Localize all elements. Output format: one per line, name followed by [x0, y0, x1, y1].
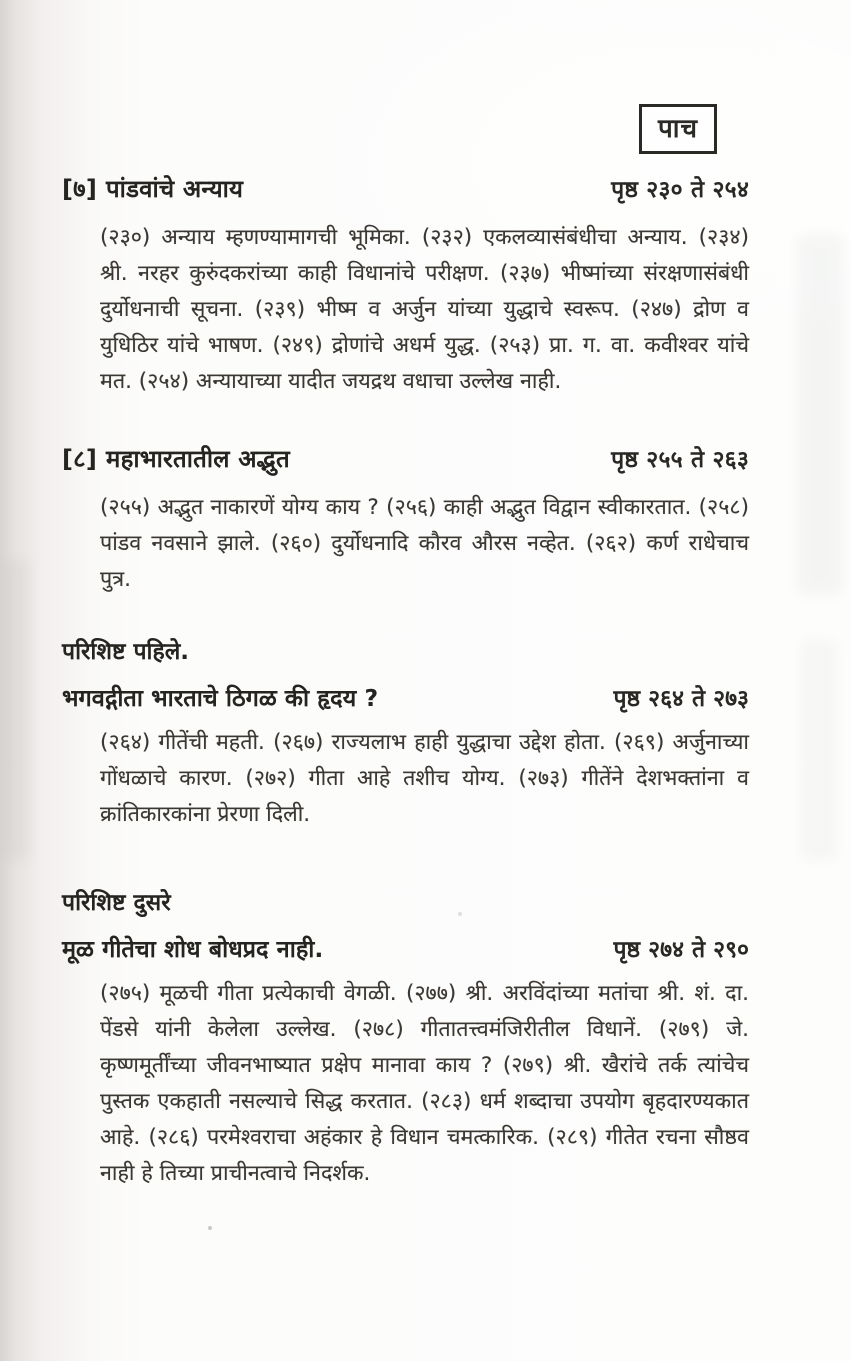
table-of-contents: [62, 0, 749, 1192]
appendix-label: परिशिष्ट दुसरे: [62, 890, 171, 916]
section-page-range: पृष्ठ २३० ते २५४: [611, 177, 749, 203]
scan-bleed-smudge: [4, 560, 30, 860]
section-summary: (२३०) अन्याय म्हणण्यामागची भूमिका. (२३२) एकलव्यासंबंधीचा अन्याय. (२३४) श्री. नरहर कुरुंदकरांच्या काही विधानांचे परीक्षण. (२३७) भीष्मांच्या संरक्षणासंबंधी दुर्योधनाची सूचना. (२३९) भीष्म व अर्जुन यांच्या युद्धाचे स्वरूप. (२४७) द्रोण व युधिठिर यांचे भाषण. (२४९) द्रोणांचे अधर्म युद्ध. (२५३) प्रा. ग. वा. कवीश्वर यांचे मत. (२५४) अन्यायाच्या यादीत जयद्रथ वधाचा उल्लेख नाही.: [100, 225, 749, 394]
section-title: पांडवांचे अन्याय: [106, 175, 244, 203]
section-page-range: पृष्ठ २७४ ते २९०: [613, 937, 749, 963]
toc-section-chapter-7: [62, 0, 749, 400]
scan-bleed-smudge: [797, 235, 843, 595]
toc-section-appendix-2: [62, 885, 749, 1192]
section-number: [८]: [62, 445, 98, 473]
section-summary: (२७५) मूळची गीता प्रत्येकाची वेगळी. (२७७) श्री. अरविंदांच्या मतांचा श्री. शं. दा. पेंडसे यांनी केलेला उल्लेख. (२७८) गीतातत्त्वमंजिरीतील विधानें. (२७९) जे. कृष्णमूर्तींच्या जीवनभाष्यात प्रक्षेप मानावा काय ? (२७९) श्री. खैरांचे तर्क त्यांचेच पुस्तक एकहाती नसल्याचे सिद्ध करतात. (२८३) धर्म शब्दाचा उपयोग बृहदारण्यकात आहे. (२८६) परमेश्वराचा अहंकार हे विधान चमत्कारिक. (२८९) गीतेत रचना सौष्ठव नाही हे तिच्या प्राचीनत्वाचे निदर्शक.: [100, 981, 749, 1186]
section-heading: [62, 932, 749, 964]
section-summary: (२६४) गीतेंची महती. (२६७) राज्यलाभ हाही युद्धाचा उद्देश होता. (२६९) अर्जुनाच्या गोंधळाचे कारण. (२७२) गीता आहे तशीच योग्य. (२७३) गीतेंने देशभक्तांना व क्रांतिकारकांना प्रेरणा दिली.: [100, 730, 749, 827]
toc-section-appendix-1: [62, 634, 749, 833]
section-page-range: पृष्ठ २५५ ते २६३: [611, 447, 749, 473]
section-page-range: पृष्ठ २६४ ते २७३: [613, 686, 749, 712]
section-title: भगवद्गीता भारताचे ठिगळ की हृदय ?: [62, 684, 379, 712]
section-summary: (२५५) अद्भुत नाकारणें योग्य काय ? (२५६) काही अद्भुत विद्वान स्वीकारतात. (२५८) पांडव नवसाने झाले. (२६०) दुर्योधनादि कौरव औरस नव्हेत. (२६२) कर्ण राधेचाच पुत्र.: [100, 495, 749, 592]
scan-speck: [208, 1226, 212, 1230]
scan-bleed-smudge: [801, 640, 837, 860]
section-title: महाभारतातील अद्भुत: [106, 445, 290, 473]
section-heading: [62, 681, 749, 713]
toc-section-chapter-8: [62, 442, 749, 598]
section-number: [७]: [62, 175, 98, 203]
section-heading: [62, 172, 749, 205]
page-number-label: पाच: [657, 114, 698, 144]
section-title: मूळ गीतेचा शोध बोधप्रद नाही.: [62, 935, 324, 963]
appendix-label: परिशिष्ट पहिले.: [62, 639, 190, 665]
section-heading: [62, 442, 749, 475]
